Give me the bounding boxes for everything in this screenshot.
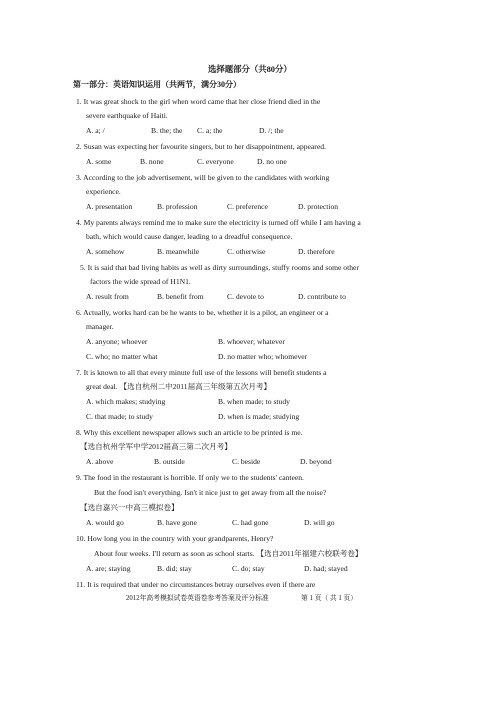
question-10-line-2: About four weeks. I'll return as soon as school starts. 【选自2011年福建六校联考卷】 <box>94 549 363 558</box>
option-b: B. profession <box>157 202 198 211</box>
question-6-line-1: 6. Actually, works hard can be he wants to be, whether it is a pilot, an engineer or a <box>76 308 329 317</box>
question-9-line-2: But the food isn't everything. Isn't it nice just to get away from all the noise? <box>94 488 327 497</box>
question-1-line-1: 1. It was great shock to the girl when word came that her close friend died in the <box>76 97 321 106</box>
question-5-line-1: 5. It is said that bad living habits as well as dirty surroundings, stuffy rooms and some other <box>80 263 359 272</box>
option-b: B. the; the <box>151 126 183 135</box>
option-d: D. when is made; studying <box>218 412 300 421</box>
option-a: A. would go <box>86 518 124 527</box>
option-a: A. somehow <box>86 247 125 256</box>
option-d: D. had; stayed <box>304 564 348 573</box>
option-b: B. when made; to study <box>218 397 290 406</box>
option-c: C. a; the <box>197 126 223 135</box>
question-11-line-1: 11. It is required that under no circumstances betray ourselves even if there are <box>76 580 316 589</box>
option-a: A. a; / <box>86 126 105 135</box>
option-a: A. anyone; whoever <box>86 337 148 346</box>
option-a: A. are; staying <box>86 564 131 573</box>
option-c: C. preference <box>227 202 268 211</box>
question-4-line-2: bath, which would cause danger, leading to a dreadful consequence. <box>86 232 293 241</box>
option-b: B. meanwhile <box>157 247 200 256</box>
option-d: D. no matter who; whomever <box>218 352 308 361</box>
footer-title: 2012年高考模拟试卷英语卷参考答案及评分标准 <box>126 595 269 602</box>
question-7-line-1: 7. It is known to all that every minute full use of the lessons will benefit students a <box>76 368 327 377</box>
option-a: A. which makes; studying <box>86 397 166 406</box>
option-b: B. none <box>140 157 164 166</box>
option-d: D. /; the <box>259 126 284 135</box>
option-a: A. result from <box>86 292 129 301</box>
option-b: B. outside <box>154 457 185 466</box>
question-5-line-2: factors the wide spread of H1N1. <box>90 277 191 286</box>
footer-page-number: 第 1 页（ 共 1 页） <box>301 595 358 602</box>
option-d: D. therefore <box>298 247 335 256</box>
question-3-line-2: experience. <box>86 187 121 196</box>
question-10-line-1: 10. How long you in the country with your grandparents, Henry? <box>76 534 274 543</box>
option-d: D. contribute to <box>298 292 346 301</box>
option-d: D. will go <box>304 518 335 527</box>
option-b: B. benefit from <box>157 292 204 301</box>
option-a: A. above <box>86 457 114 466</box>
question-3-line-1: 3. According to the job advertisement, will be given to the candidates with working <box>76 173 330 182</box>
option-d: D. protection <box>298 202 339 211</box>
option-d: D. beyond <box>300 457 332 466</box>
option-c: C. otherwise <box>227 247 266 256</box>
question-1-line-2: severe earthquake of Haiti. <box>86 111 168 120</box>
option-a: A. some <box>86 157 112 166</box>
option-c: C. do; stay <box>232 564 265 573</box>
option-b: B. did; stay <box>157 564 192 573</box>
question-9-line-1: 9. The food in the restaurant is horrible. If only we to the students' canteen. <box>76 473 304 482</box>
option-c: C. everyone <box>197 157 234 166</box>
option-c: C. who; no matter what <box>86 352 158 361</box>
option-c: C. that made; to study <box>86 412 153 421</box>
option-d: D. no one <box>257 157 287 166</box>
option-c: C. had gone <box>232 518 269 527</box>
question-4-line-1: 4. My parents always remind me to make sure the electricity is turned off while I am having a <box>76 218 361 227</box>
option-b: B. have gone <box>157 518 197 527</box>
question-6-line-2: manager. <box>86 322 114 331</box>
question-8-line-2: 【选自杭州学军中学2012届高三第二次月考】 <box>80 442 232 451</box>
section-heading: 第一部分：英语知识运用（共两节，满分30分） <box>73 80 241 89</box>
option-c: C. devote to <box>227 292 264 301</box>
question-7-line-2: great deal. 【选自杭州二中2011届高三年级第五次月考】 <box>86 382 272 391</box>
page-title: 选择题部分（共80分） <box>208 65 292 74</box>
option-a: A. presentation <box>86 202 133 211</box>
question-9-line-3: 【选自嘉兴一中高三模拟卷】 <box>80 503 179 512</box>
option-c: C. beside <box>232 457 261 466</box>
question-8-line-1: 8. Why this excellent newspaper allows such an article to be printed is me. <box>76 428 303 437</box>
option-b: B. whoever; whatever <box>218 337 285 346</box>
question-2-line-1: 2. Susan was expecting her favourite singers, but to her disappointment, appeared. <box>76 142 326 151</box>
